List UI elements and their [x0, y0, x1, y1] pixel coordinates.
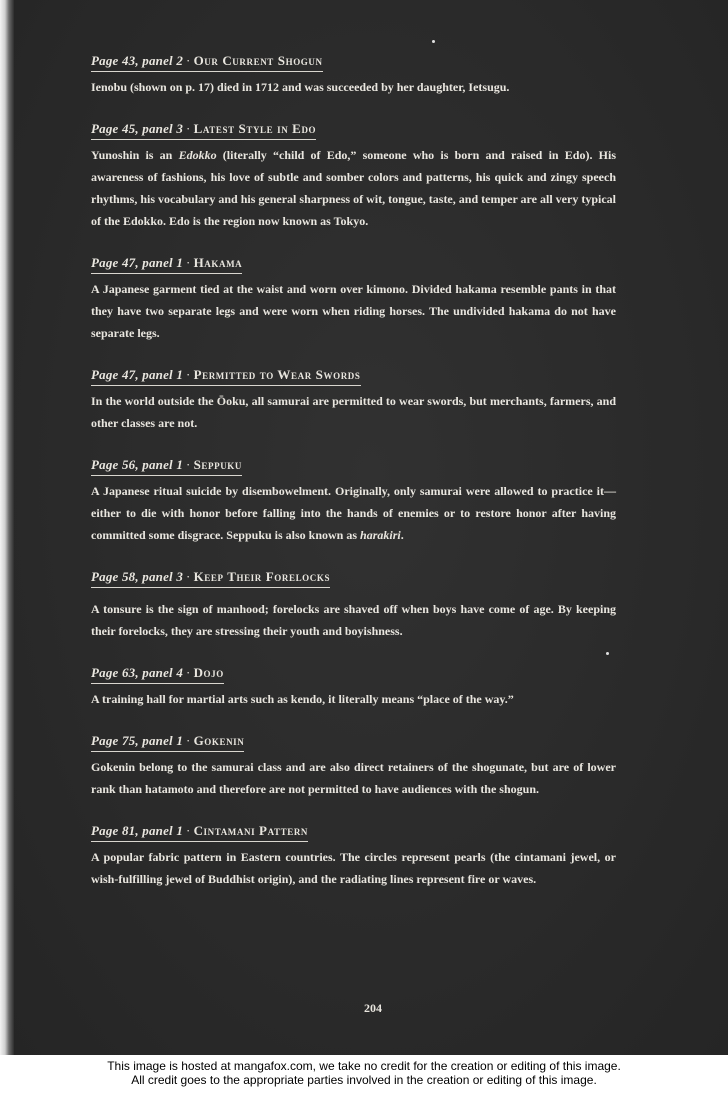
- note-heading: [91, 733, 244, 752]
- note-heading: [91, 457, 242, 476]
- note-heading: [91, 121, 316, 140]
- heading-separator: ·: [186, 367, 191, 382]
- note-body: A training hall for martial arts such as kendo, it literally means “place of the way.”: [91, 692, 514, 706]
- note-body: Gokenin belong to the samurai class and are also direct retainers of the shogunate, but are of lower rank than hatamoto and therefore are not permitted to have audiences with the shogun.: [91, 760, 616, 796]
- page-number: 204: [364, 1001, 382, 1015]
- heading-separator: ·: [186, 255, 191, 270]
- heading-separator: ·: [186, 53, 191, 68]
- note-entry: [91, 52, 616, 98]
- note-heading: [91, 53, 323, 72]
- note-page-reference: Page 81, panel 1: [91, 823, 184, 838]
- heading-separator: ·: [186, 733, 191, 748]
- dust-speck: [432, 40, 435, 43]
- note-body: Ienobu (shown on p. 17) died in 1712 and was succeeded by her daughter, Ietsugu.: [91, 80, 510, 94]
- note-term: Permitted to Wear Swords: [193, 367, 361, 382]
- note-page-reference: Page 63, panel 4: [91, 665, 184, 680]
- note-heading: [91, 367, 361, 386]
- footer-line-2: All credit goes to the appropriate parties involved in the creation or editing of this image.: [131, 1073, 597, 1087]
- note-body: A tonsure is the sign of manhood; forelocks are shaved off when boys have come of age. By keeping their forelocks, they are stressing their youth and boyishness.: [91, 602, 616, 638]
- footer-line-1: This image is hosted at mangafox.com, we take no credit for the creation or editing of this image.: [107, 1059, 621, 1073]
- note-page-reference: Page 47, panel 1: [91, 367, 184, 382]
- note-entry: [91, 568, 616, 642]
- note-heading: [91, 255, 242, 274]
- italic-term: harakiri: [360, 528, 401, 542]
- note-term: Gokenin: [193, 733, 245, 748]
- heading-separator: ·: [186, 569, 191, 584]
- note-term: Our Current Shogun: [193, 53, 323, 68]
- italic-term: Edokko: [178, 148, 217, 162]
- note-body: In the world outside the Ōoku, all samurai are permitted to wear swords, but merchants, farmers, and other classes are not.: [91, 394, 616, 430]
- note-body: A popular fabric pattern in Eastern countries. The circles represent pearls (the cintamani jewel, or wish-fulfilling jewel of Buddhist origin), and the radiating lines represent fire or waves.: [91, 850, 616, 886]
- note-heading: [91, 569, 330, 588]
- note-term: Latest Style in Edo: [193, 121, 317, 136]
- note-page-reference: Page 47, panel 1: [91, 255, 184, 270]
- note-term: Cintamani Pattern: [193, 823, 309, 838]
- note-heading: [91, 665, 224, 684]
- note-term: Dojo: [193, 665, 224, 680]
- note-page-reference: Page 43, panel 2: [91, 53, 184, 68]
- note-page-reference: Page 75, panel 1: [91, 733, 184, 748]
- heading-separator: ·: [186, 823, 191, 838]
- note-entry: [91, 664, 616, 710]
- heading-separator: ·: [186, 665, 191, 680]
- book-spine-shadow: [0, 0, 14, 1055]
- note-entry: [91, 254, 616, 344]
- heading-separator: ·: [186, 457, 191, 472]
- note-body: Yunoshin is an Edokko (literally “child of Edo,” someone who is born and raised in Edo). His awareness of fashions, his love of subtle and somber colors and patterns, his quick and zingy speech rhythms, his vocabulary and his general sharpness of wit, tongue, taste, and temper are all very typical of the Edokko. Edo is the region now known as Tokyo.: [91, 148, 617, 228]
- note-entry: [91, 120, 616, 232]
- note-page-reference: Page 58, panel 3: [91, 569, 184, 584]
- note-heading: [91, 823, 308, 842]
- note-entry: [91, 732, 616, 800]
- hosting-credit-footer: [0, 1056, 728, 1093]
- note-page-reference: Page 45, panel 3: [91, 121, 184, 136]
- note-page-reference: Page 56, panel 1: [91, 457, 184, 472]
- note-term: Seppuku: [193, 457, 242, 472]
- note-entry: [91, 366, 616, 434]
- glossary-notes: [91, 52, 616, 912]
- note-term: Hakama: [193, 255, 243, 270]
- heading-separator: ·: [186, 121, 191, 136]
- note-entry: [91, 822, 616, 890]
- note-term: Keep Their Forelocks: [193, 569, 331, 584]
- note-body: A Japanese ritual suicide by disembowelment. Originally, only samurai were allowed to practice it—either to die with honor before falling into the hands of enemies or to restore honor after having committed some disgrace. Seppuku is also known as harakiri.: [91, 484, 616, 542]
- note-body: A Japanese garment tied at the waist and worn over kimono. Divided hakama resemble pants in that they have two separate legs and were worn when riding horses. The undivided hakama do not have separate legs.: [91, 282, 616, 340]
- note-entry: [91, 456, 616, 546]
